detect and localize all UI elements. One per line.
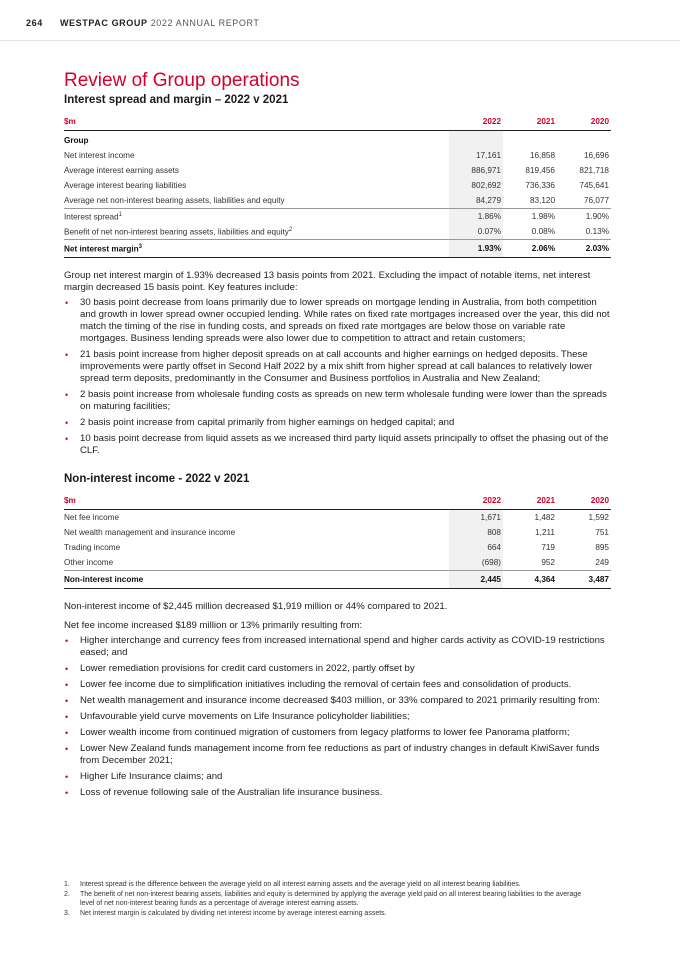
footnote: 1. Interest spread is the difference between the average yield on all interest earning assets and the average yield on all interest bearing liabilities. bbox=[64, 881, 521, 888]
group-label: Group bbox=[64, 136, 89, 145]
table-row: Other income (698) 952 249 bbox=[64, 555, 611, 571]
nim-bullets bbox=[64, 297, 611, 457]
total-row: Non-interest income 2,445 4,364 3,487 bbox=[64, 571, 611, 589]
nii-bullets bbox=[64, 635, 611, 799]
table-row: Average interest bearing liabilities 802,692 736,336 745,641 bbox=[64, 178, 611, 193]
nim-heading: Interest spread and margin – 2022 v 2021 bbox=[64, 94, 289, 106]
bullet-icon: • bbox=[65, 636, 69, 646]
table-row: Net interest income 17,161 16,858 16,696 bbox=[64, 148, 611, 163]
list-item: • Net wealth management and insurance income decreased $403 million, or 33% compared to 2021 primarily resulting from: bbox=[65, 695, 600, 706]
bullet-icon: • bbox=[65, 728, 69, 738]
footnotes bbox=[64, 880, 584, 919]
table-row: Interest spread$^1$ 1.86% 1.98% 1.90% bbox=[64, 209, 611, 225]
nim-table-header bbox=[64, 114, 611, 131]
table-row: Net wealth management and insurance income 808 1,211 751 bbox=[64, 525, 611, 540]
col-header: $m bbox=[64, 493, 449, 510]
bullet-icon: • bbox=[65, 434, 69, 444]
list-item: • Loss of revenue following sale of the Australian life insurance business. bbox=[65, 787, 383, 798]
nii-para-1: Non-interest income of $2,445 million decreased $1,919 million or 44% compared to 2021. bbox=[64, 601, 448, 612]
list-item: • Higher interchange and currency fees from increased international spend and higher cards activity as COVID-19 restrictions eased; and bbox=[65, 635, 605, 658]
bullet-icon: • bbox=[65, 744, 69, 754]
bullet-icon: • bbox=[65, 390, 69, 400]
list-item: • 2 basis point increase from wholesale funding costs as spreads on new term wholesale funding were lower than the spreads on maturing facilities; bbox=[65, 389, 607, 412]
nii-para-2: Net fee income increased $189 million or 13% primarily resulting from: bbox=[64, 620, 363, 631]
list-item: • 21 basis point increase from higher deposit spreads on at call accounts and higher earnings on hedged deposits. These improvements were partly offset in Second Half 2022 by a mix shift from higher spread at call balances to relatively lower spread term deposits, predominantly in the Consumer and Business portfolios in Australia and New Zealand; bbox=[65, 349, 593, 384]
header-divider bbox=[0, 40, 680, 41]
list-item: • Lower New Zealand funds management income from fee reductions as part of industry changes in default KiwiSaver funds from December 2021; bbox=[65, 743, 600, 766]
nii-table bbox=[64, 493, 611, 589]
col-header: 2022 bbox=[449, 114, 503, 131]
list-item: • 30 basis point decrease from loans primarily due to lower spreads on mortgage lending in Australia, from both competition and growth in lower spread owner occupied lending. While rates on fixed rate mortgages increased over the year, this did not match the timing of the rise in funding costs, and spreads on fixed rate mortgages are below those on variable rate mortgages. Business lending spreads were also lower due to competition to attract and retain customers; bbox=[65, 297, 610, 344]
table-row: Average net non-interest bearing assets, liabilities and equity 84,279 83,120 76,077 bbox=[64, 193, 611, 209]
company-name: WESTPAC GROUP bbox=[59, 18, 148, 28]
table-row: Net fee income 1,671 1,482 1,592 bbox=[64, 510, 611, 526]
nim-table bbox=[64, 114, 611, 258]
page-title: Review of Group operations bbox=[64, 70, 300, 91]
list-item: • Lower wealth income from continued migration of customers from legacy platforms to lower fee Panorama platform; bbox=[65, 727, 570, 738]
report-name: 2022 ANNUAL REPORT bbox=[150, 18, 260, 28]
page-number: 264 bbox=[26, 18, 43, 28]
table-row: Trading income 664 719 895 bbox=[64, 540, 611, 555]
list-item: • 10 basis point decrease from liquid assets as we increased third party liquid assets principally to offset the phasing out of the CLF. bbox=[65, 433, 609, 456]
total-row: Net interest margin$^3$ 1.93% 2.06% 2.03% bbox=[64, 240, 611, 258]
list-item: • Lower fee income due to simplification initiatives including the removal of certain fees and consolidation of products. bbox=[65, 679, 572, 690]
bullet-icon: • bbox=[65, 696, 69, 706]
page-header bbox=[26, 18, 260, 28]
col-header: 2021 bbox=[503, 114, 557, 131]
list-item: • 2 basis point increase from capital primarily from higher earnings on hedged capital; and bbox=[65, 417, 455, 428]
bullet-icon: • bbox=[65, 664, 69, 674]
col-header: 2020 bbox=[557, 493, 611, 510]
footnote: 3. Net interest margin is calculated by dividing net interest income by average interest earning assets. bbox=[64, 910, 387, 917]
group-row bbox=[64, 131, 611, 149]
bullet-icon: • bbox=[65, 712, 69, 722]
list-item: • Higher Life Insurance claims; and bbox=[65, 771, 223, 782]
bullet-icon: • bbox=[65, 680, 69, 690]
table-row: Benefit of net non-interest bearing assets, liabilities and equity$^2$ 0.07% 0.08% 0.13% bbox=[64, 224, 611, 240]
col-header: 2021 bbox=[503, 493, 557, 510]
nii-table-header bbox=[64, 493, 611, 510]
bullet-icon: • bbox=[65, 298, 69, 308]
list-item: • Unfavourable yield curve movements on Life Insurance policyholder liabilities; bbox=[65, 711, 410, 722]
col-header: 2020 bbox=[557, 114, 611, 131]
nim-intro: Group net interest margin of 1.93% decreased 13 basis points from 2021. Excluding the impact of notable items, net interest margin decreased 15 basis point. Key features include: bbox=[64, 270, 591, 293]
bullet-icon: • bbox=[65, 788, 69, 798]
col-header: $m bbox=[64, 114, 449, 131]
table-row: Average interest earning assets 886,971 819,456 821,718 bbox=[64, 163, 611, 178]
bullet-icon: • bbox=[65, 350, 69, 360]
list-item: • Lower remediation provisions for credit card customers in 2022, partly offset by bbox=[65, 663, 415, 674]
main-content bbox=[64, 70, 611, 803]
col-header: 2022 bbox=[449, 493, 503, 510]
bullet-icon: • bbox=[65, 772, 69, 782]
bullet-icon: • bbox=[65, 418, 69, 428]
nii-heading: Non-interest income - 2022 v 2021 bbox=[64, 473, 250, 485]
footnote: 2. The benefit of net non-interest bearing assets, liabilities and equity is determined by applying the average yield paid on all interest bearing liabilities to the average level of net non-interest bearing funds as a percentage of average interest earning assets. bbox=[64, 891, 582, 907]
